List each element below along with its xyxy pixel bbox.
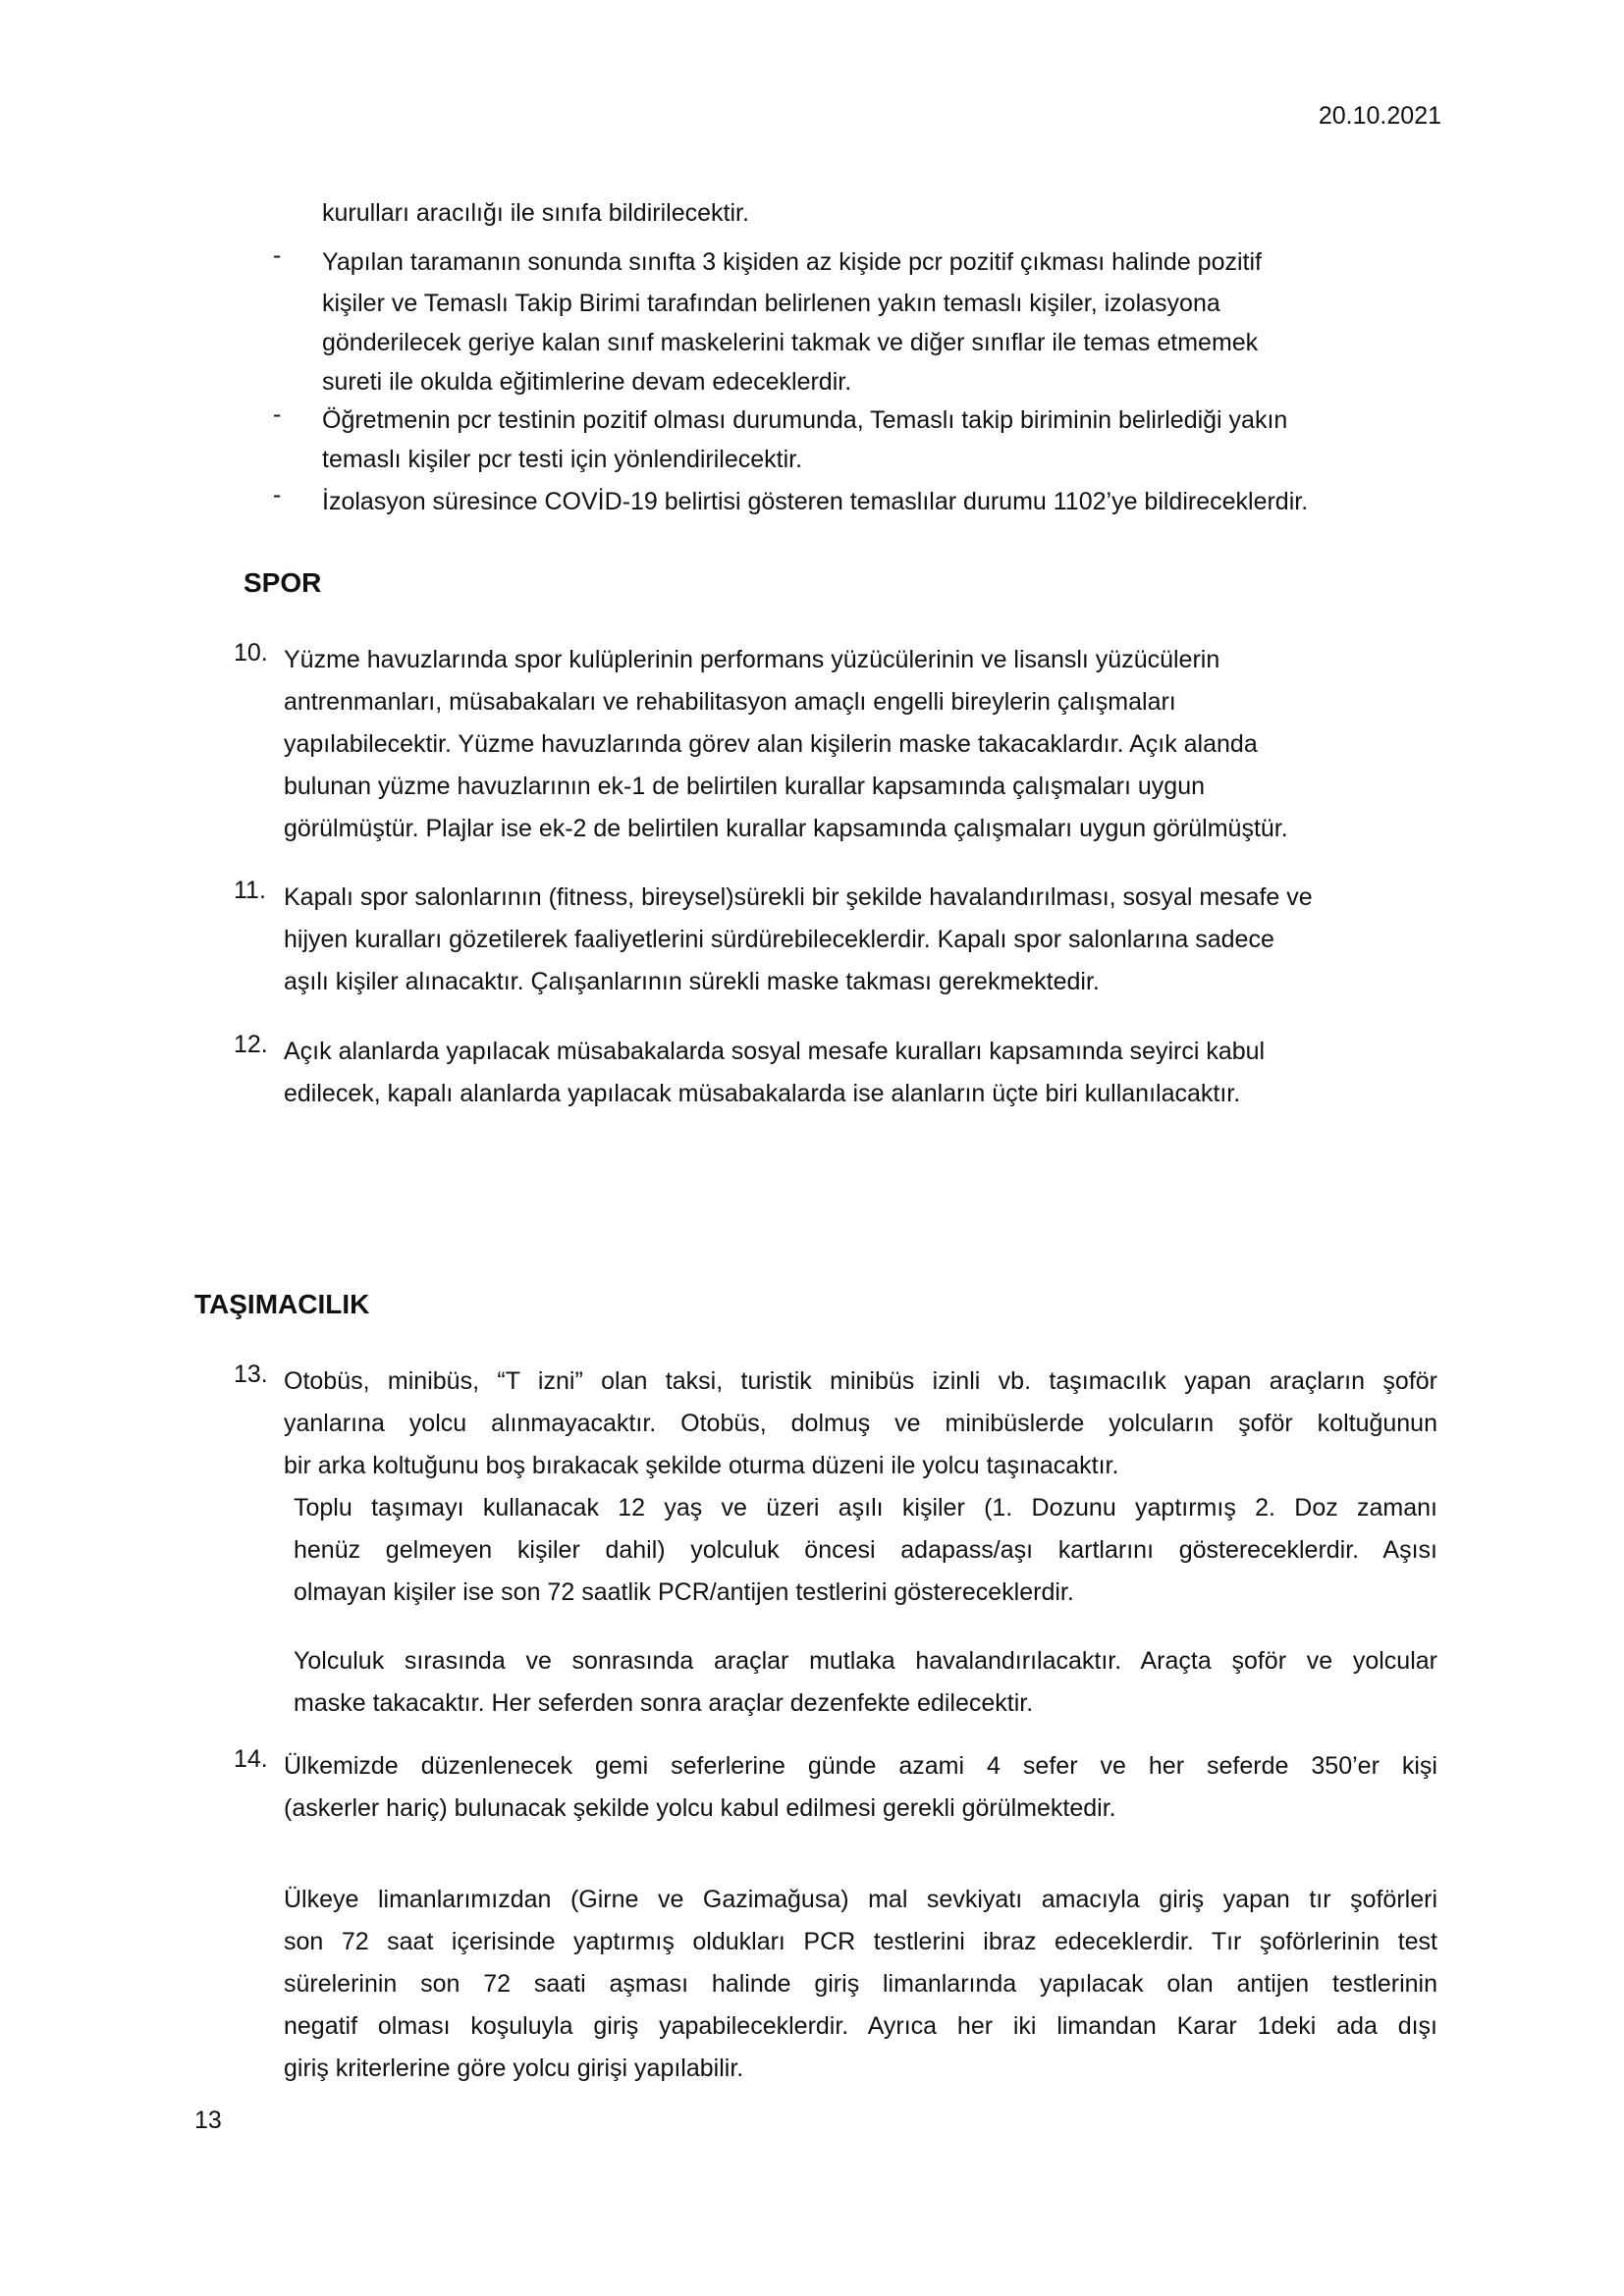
text-line: son 72 saat içerisinde yaptırmış oldukları PCR testlerini ibraz edeceklerdir. Tır şoförlerinin test [284, 1928, 1437, 1955]
continuation-text [322, 192, 1434, 235]
text-line: antrenmanları, müsabakaları ve rehabilitasyon amaçlı engelli bireylerin çalışmaları [284, 688, 1176, 716]
bullet-marker: - [273, 400, 282, 428]
bullet-marker: - [273, 241, 282, 269]
text-line: sürelerinin son 72 saati aşması halinde giriş limanlarında yapılacak olan antijen testlerinin [284, 1970, 1437, 1998]
numbered-item [284, 877, 1437, 1003]
bullet-item [322, 481, 1434, 523]
text-line: bulunan yüzme havuzlarının ek-1 de belirtilen kurallar kapsamında çalışmaları uygun [284, 773, 1206, 800]
text-line: maske takacaktır. Her seferden sonra araçlar dezenfekte edilecektir. [294, 1689, 1034, 1717]
item-number: 14. [234, 1745, 268, 1773]
item-number: 10. [234, 639, 268, 667]
text-line: Öğretmenin pcr testinin pozitif olması durumunda, Temaslı takip biriminin belirlediği yakın [322, 406, 1288, 434]
text-line: Ülkemizde düzenlenecek gemi seferlerine günde azami 4 sefer ve her seferde 350’er kişi [284, 1752, 1437, 1780]
text-line: Ülkeye limanlarımızdan (Girne ve Gazimağusa) mal sevkiyatı amacıyla giriş yapan tır şoförleri [284, 1886, 1437, 1913]
text-line: görülmüştür. Plajlar ise ek-2 de belirtilen kurallar kapsamında çalışmaları uygun görülmüştür. [284, 815, 1288, 842]
text-line: hijyen kuralları gözetilerek faaliyetlerini sürdürebileceklerdir. Kapalı spor salonlarına sadece [284, 926, 1274, 953]
text-line: edilecek, kapalı alanlarda yapılacak müsabakalarda ise alanların üçte biri kullanılacaktır. [284, 1080, 1241, 1107]
item-number: 13. [234, 1361, 268, 1388]
bullet-marker: - [273, 481, 282, 508]
text-line: gönderilecek geriye kalan sınıf maskelerini takmak ve diğer sınıflar ile temas etmemek [322, 329, 1259, 356]
text-line: Kapalı spor salonlarının (fitness, bireysel)sürekli bir şekilde havalandırılması, sosyal mesafe ve [284, 883, 1313, 911]
text-line: bir arka koltuğunu boş bırakacak şekilde oturma düzeni ile yolcu taşınacaktır. [284, 1452, 1119, 1479]
numbered-item [284, 639, 1437, 850]
item-paragraph [284, 1879, 1437, 2090]
text-line: Toplu taşımayı kullanacak 12 yaş ve üzeri aşılı kişiler (1. Dozunu yaptırmış 2. Doz zamanı [294, 1494, 1437, 1522]
text-line: (askerler hariç) bulunacak şekilde yolcu kabul edilmesi gerekli görülmektedir. [284, 1794, 1116, 1822]
text-line: Yüzme havuzlarında spor kulüplerinin performans yüzücülerinin ve lisanslı yüzücülerin [284, 646, 1220, 673]
page-number: 13 [194, 2107, 222, 2134]
text-line: yapılabilecektir. Yüzme havuzlarında görev alan kişilerin maske takacaklardır. Açık alanda [284, 730, 1258, 758]
item-number: 12. [234, 1031, 268, 1058]
text-line: Açık alanlarda yapılacak müsabakalarda sosyal mesafe kuralları kapsamında seyirci kabul [284, 1038, 1266, 1065]
text-line: İzolasyon süresince COVİD-19 belirtisi gösteren temaslılar durumu 1102’ye bildireceklerdir. [322, 488, 1309, 515]
text-line: temaslı kişiler pcr testi için yönlendirilecektir. [322, 446, 803, 473]
numbered-item [284, 1745, 1437, 1830]
item-paragraph [294, 1487, 1437, 1614]
bullet-item [322, 400, 1434, 479]
text-line: negatif olması koşuluyla giriş yapabileceklerdir. Ayrıca her iki limandan Karar 1deki ada dışı [284, 2012, 1437, 2040]
bullet-item [322, 241, 1434, 401]
text-line: olmayan kişiler ise son 72 saatlik PCR/antijen testlerini göstereceklerdir. [294, 1578, 1074, 1606]
item-number: 11. [234, 877, 266, 904]
section-heading-spor: SPOR [244, 567, 322, 598]
text-line: aşılı kişiler alınacaktır. Çalışanlarının sürekli maske takması gerekmektedir. [284, 968, 1100, 995]
text-line: yanlarına yolcu alınmayacaktır. Otobüs, dolmuş ve minibüslerde yolcuların şoför koltuğunun [284, 1410, 1437, 1437]
item-paragraph [294, 1640, 1437, 1725]
text-line: kişiler ve Temaslı Takip Birimi tarafından belirlenen yakın temaslı kişiler, izolasyona [322, 290, 1220, 317]
text-line: Yapılan taramanın sonunda sınıfta 3 kişiden az kişide pcr pozitif çıkması halinde pozitif [322, 248, 1262, 276]
numbered-item [284, 1031, 1437, 1115]
section-heading-tasimacilik: TAŞIMACILIK [194, 1289, 370, 1319]
text-line: Otobüs, minibüs, “T izni” olan taksi, turistik minibüs izinli vb. taşımacılık yapan araçların şoför [284, 1367, 1437, 1395]
text-line: Yolculuk sırasında ve sonrasında araçlar mutlaka havalandırılacaktır. Araçta şoför ve yolcular [294, 1647, 1437, 1675]
header-date: 20.10.2021 [1318, 102, 1441, 130]
text-line: sureti ile okulda eğitimlerine devam edeceklerdir. [322, 368, 852, 396]
text-line: kurulları aracılığı ile sınıfa bildirilecektir. [322, 199, 749, 227]
text-line: henüz gelmeyen kişiler dahil) yolculuk öncesi adapass/aşı kartlarını göstereceklerdir. Aşısı [294, 1536, 1437, 1564]
text-line: giriş kriterlerine göre yolcu girişi yapılabilir. [284, 2055, 744, 2082]
numbered-item [284, 1361, 1437, 1487]
